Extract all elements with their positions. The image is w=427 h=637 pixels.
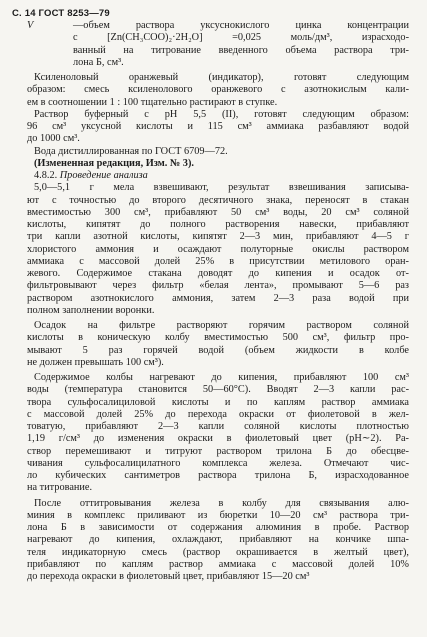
section-number: 4.8.2. — [34, 170, 60, 181]
formula-note-line — [27, 20, 409, 32]
paragraph-line: не должен превышать 100 см³). — [27, 356, 164, 368]
paragraph-line: ем в соотношении 1 : 100 тщательно растирают в ступке. — [27, 96, 278, 108]
formula-note-line — [27, 57, 409, 69]
text-segment: —объем раствора уксуснокислого цинка концентрации — [73, 20, 409, 31]
paragraph-line: миния в комплекс приливают из бюретки 10—20 см³ раствора три- — [27, 509, 409, 521]
paragraph-line: воды (температура становится 50—60°С). Вводят 2—3 капли рас- — [27, 384, 409, 396]
paragraph-line: ют с точностью до второго десятичного знака, переносят в стакан — [27, 194, 409, 206]
variable-symbol: V — [27, 20, 34, 31]
paragraph-line: створ перемешивают и титруют раствором трилона Б до обесцве- — [27, 445, 409, 457]
paragraph-line: прибавляют по каплям раствор аммиака с массовой долей 10% — [27, 558, 409, 570]
paragraph-line: кислоты в коническую колбу вместимостью 500 см³, фильтр про- — [27, 332, 409, 344]
paragraph-line: жевого. Содержимое стакана доводят до кипения и осадок от- — [27, 268, 409, 279]
paragraph-line: на титрование. — [27, 482, 93, 494]
paragraph-line: ло кубических сантиметров раствора трилона Б, израсходованное — [27, 470, 409, 481]
paragraph-line: Вода дистиллированная по ГОСТ 6709—72. — [34, 145, 228, 157]
text-segment: лона Б, см³. — [73, 56, 124, 68]
formula-note-line — [27, 32, 409, 44]
paragraph-line: нагревают до кипения, охлаждают, прибавляют на кончике шпа- — [27, 534, 409, 546]
document-body — [27, 20, 409, 586]
text-segment: ванный на титрование введенного объема раствора три- — [73, 44, 409, 56]
paragraph-line: полном заполнении воронки. — [27, 304, 155, 316]
section-heading — [27, 170, 409, 182]
paragraph-line: теля индикаторную смесь (раствор окрашивается в желтый цвет), — [27, 546, 409, 558]
paragraph-line: три капли азотной кислоты, кипятят 2—3 мин, прибавляют 4—5 г — [27, 231, 409, 243]
amendment-note: (Измененная редакция, Изм. № 3). — [34, 157, 194, 169]
paragraph-line: 1,19 г/см³ до изменения окраски в фиолетовый цвет (pH∼2). Ра- — [27, 433, 409, 445]
section-title: Проведение анализа — [59, 170, 148, 181]
paragraph-line: до перехода окраски в фиолетовый цвет, прибавляют 15—20 см³ — [27, 571, 310, 582]
paragraph-line: кислоты, кипятят до полного растворения навески, прибавляют — [27, 219, 409, 230]
paragraph-line: Раствор буферный с pH 5,5 (II), готовят следующим образом: — [34, 108, 409, 120]
paragraph-line: аммиака с массовой долей 25% в присутствии метилового оран- — [27, 255, 409, 267]
paragraph-line: чивания сульфосалицилатного комплекса железа. Отмечают чис- — [27, 457, 409, 469]
paragraph-line: до 1000 см³. — [27, 133, 80, 145]
paragraph-line: с массовой долей 25% до перехода окраски от фиолетовой в жел- — [27, 408, 409, 420]
paragraph-line: После оттитровывания железа в колбу для связывания алю- — [34, 497, 409, 509]
paragraph-line: вместимостью 300 см³, прибавляют 50 см³ воды, 20 см³ соляной — [27, 206, 409, 218]
paragraph-line: Осадок на фильтре растворяют горячим раствором соляной — [34, 320, 409, 331]
paragraph-line: образом: смесь ксиленолового оранжевого с азотнокислым кали- — [27, 84, 409, 96]
text-segment: c [Zn(CH₃COO)₂·2H₂O] =0,025 моль/дм³, израсходо- — [73, 32, 409, 44]
paragraph-line: 5,0—5,1 г мела взвешивают, результат взвешивания записыва- — [34, 182, 409, 194]
paragraph-line: твора сульфосалициловой кислоты и по каплям раствор аммиака — [27, 396, 409, 408]
paragraph-line: Ксиленоловый оранжевый (индикатор), готовят следующим — [34, 72, 409, 83]
paragraph-line: 96 см³ уксусной кислоты и 115 см³ аммиака разбавляют водой — [27, 121, 409, 132]
paragraph-line: Содержимое колбы нагревают до кипения, прибавляют 100 см³ — [34, 372, 409, 383]
paragraph-line: фильтровывают через фильтр «белая лента», промывают 5—6 раз — [27, 280, 409, 292]
paragraph-line: раствором азотнокислого аммония, затем 2—3 раза водой при — [27, 292, 409, 304]
paragraph-line: мывают 5 раз горячей водой (объем жидкости в колбе — [27, 344, 409, 356]
spacer — [27, 583, 409, 586]
paragraph-line: лона Б в зависимости от содержания алюминия в пробе. Раствор — [27, 522, 409, 533]
page-header: С. 14 ГОСТ 8253—79 — [12, 8, 110, 19]
paragraph-line: хлористого аммония и осаждают полуторные окислы раствором — [27, 243, 409, 255]
formula-note-line — [27, 45, 409, 57]
paragraph-line: товатую, прибавляют 2—3 капли соляной кислоты плотностью — [27, 421, 409, 432]
